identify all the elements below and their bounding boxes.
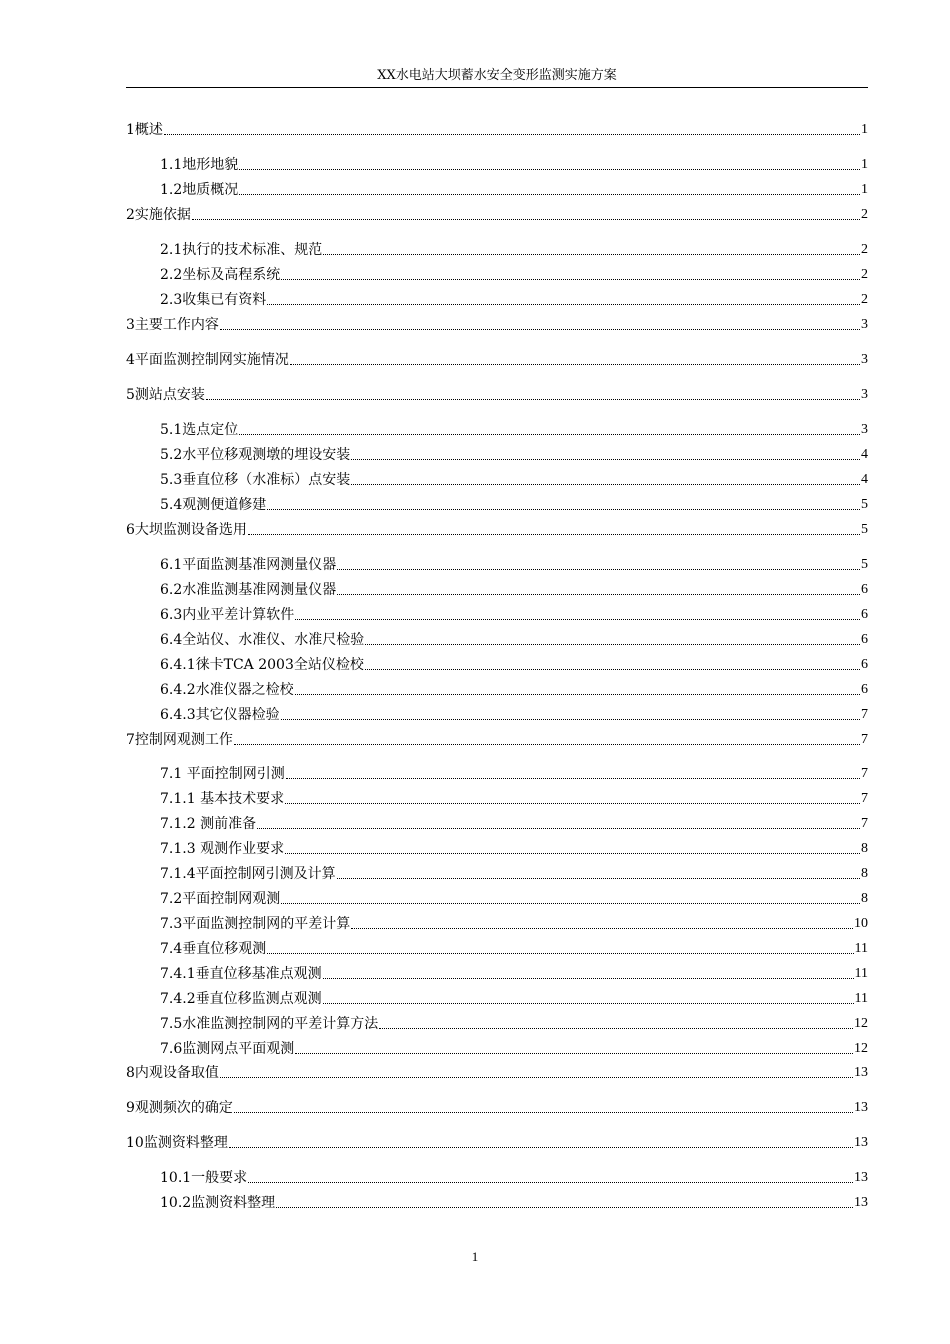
- toc-entry-label: 7.4.1垂直位移基准点观测: [160, 966, 322, 982]
- toc-entry[interactable]: [126, 384, 868, 404]
- toc-entry-page: 3: [861, 317, 868, 332]
- toc-entry-label: 5.3垂直位移（水准标）点安装: [160, 472, 351, 488]
- toc-entry-page: 11: [854, 941, 868, 956]
- toc-entry-label: 6.4全站仪、水准仪、水准尺检验: [160, 632, 365, 648]
- toc-entry[interactable]: [126, 314, 868, 334]
- toc-dot-leader: [323, 1003, 854, 1004]
- toc-dot-leader: [248, 1182, 853, 1183]
- toc-entry-page: 13: [854, 1170, 868, 1185]
- toc-entry-page: 1: [861, 122, 868, 137]
- toc-dot-leader: [290, 364, 860, 365]
- toc-entry-label: 1.2地质概况: [160, 182, 239, 198]
- header-divider: [126, 87, 868, 88]
- toc-entry[interactable]: [160, 494, 868, 514]
- toc-dot-leader: [281, 719, 860, 720]
- toc-entry[interactable]: [126, 1097, 868, 1117]
- toc-dot-leader: [285, 853, 860, 854]
- toc-entry-page: 7: [861, 707, 868, 722]
- toc-dot-leader: [267, 953, 853, 954]
- toc-entry[interactable]: [160, 629, 868, 649]
- toc-entry-label: 6大坝监测设备选用: [126, 522, 247, 538]
- toc-entry[interactable]: [160, 179, 868, 199]
- toc-entry[interactable]: [160, 863, 868, 883]
- toc-entry[interactable]: [160, 788, 868, 808]
- toc-entry-label: 2.1执行的技术标准、规范: [160, 242, 323, 258]
- toc-dot-leader: [220, 329, 860, 330]
- toc-entry[interactable]: [160, 444, 868, 464]
- toc-entry[interactable]: [160, 963, 868, 983]
- toc-entry-label: 3主要工作内容: [126, 317, 219, 333]
- toc-entry[interactable]: [160, 604, 868, 624]
- toc-entry-page: 13: [854, 1100, 868, 1115]
- toc-entry[interactable]: [160, 679, 868, 699]
- toc-dot-leader: [323, 978, 854, 979]
- toc-entry-page: 3: [861, 352, 868, 367]
- toc-entry-page: 11: [854, 966, 868, 981]
- toc-entry-page: 2: [861, 207, 868, 222]
- toc-dot-leader: [239, 169, 860, 170]
- toc-entry[interactable]: [160, 813, 868, 833]
- toc-entry[interactable]: [160, 1013, 868, 1033]
- toc-entry[interactable]: [160, 838, 868, 858]
- toc-entry-label: 7.6监测网点平面观测: [160, 1041, 295, 1057]
- toc-dot-leader: [267, 509, 860, 510]
- toc-entry[interactable]: [126, 119, 868, 139]
- toc-entry-page: 12: [854, 1016, 868, 1031]
- toc-entry-page: 4: [861, 447, 868, 462]
- toc-entry[interactable]: [126, 204, 868, 224]
- toc-entry-label: 7.1.3 观测作业要求: [160, 841, 285, 857]
- toc-entry-label: 7.5水准监测控制网的平差计算方法: [160, 1016, 379, 1032]
- toc-entry-label: 9观测频次的确定: [126, 1100, 233, 1116]
- toc-dot-leader: [365, 669, 860, 670]
- toc-entry-label: 10监测资料整理: [126, 1135, 228, 1151]
- toc-entry-label: 10.1一般要求: [160, 1170, 248, 1186]
- toc-entry-page: 5: [861, 557, 868, 572]
- toc-entry[interactable]: [160, 988, 868, 1008]
- page-number: 1: [471, 1249, 479, 1264]
- toc-entry-page: 5: [861, 497, 868, 512]
- toc-entry[interactable]: [160, 913, 868, 933]
- toc-entry[interactable]: [160, 1192, 868, 1212]
- toc-entry-label: 2.3收集已有资料: [160, 292, 267, 308]
- toc-entry-label: 5.1选点定位: [160, 422, 239, 438]
- toc-entry-page: 7: [861, 816, 868, 831]
- toc-entry[interactable]: [160, 239, 868, 259]
- toc-dot-leader: [234, 1112, 853, 1113]
- toc-entry[interactable]: [160, 888, 868, 908]
- toc-dot-leader: [379, 1028, 853, 1029]
- toc-dot-leader: [239, 434, 860, 435]
- toc-entry[interactable]: [160, 938, 868, 958]
- toc-entry-page: 6: [861, 657, 868, 672]
- toc-dot-leader: [337, 569, 860, 570]
- toc-dot-leader: [257, 828, 860, 829]
- toc-entry[interactable]: [126, 1132, 868, 1152]
- toc-entry-page: 5: [861, 522, 868, 537]
- toc-entry-label: 7.1.4平面控制网引测及计算: [160, 866, 336, 882]
- toc-entry-label: 2实施依据: [126, 207, 191, 223]
- toc-entry-page: 12: [854, 1041, 868, 1056]
- toc-entry-label: 1.1地形地貌: [160, 157, 239, 173]
- toc-entry-label: 5.2水平位移观测墩的埋设安装: [160, 447, 351, 463]
- toc-entry-page: 7: [861, 732, 868, 747]
- toc-dot-leader: [206, 399, 860, 400]
- toc-entry[interactable]: [126, 729, 868, 749]
- toc-dot-leader: [267, 304, 860, 305]
- toc-entry-label: 5.4观测便道修建: [160, 497, 267, 513]
- toc-entry-page: 2: [861, 242, 868, 257]
- toc-entry-label: 7.1 平面控制网引测: [160, 766, 285, 782]
- toc-entry[interactable]: [160, 579, 868, 599]
- toc-entry-page: 13: [854, 1135, 868, 1150]
- toc-dot-leader: [281, 903, 860, 904]
- toc-entry-page: 4: [861, 472, 868, 487]
- toc-entry-page: 13: [854, 1065, 868, 1080]
- toc-entry-label: 7.4垂直位移观测: [160, 941, 267, 957]
- toc-entry-page: 6: [861, 682, 868, 697]
- toc-dot-leader: [323, 254, 860, 255]
- toc-entry[interactable]: [126, 1062, 868, 1082]
- toc-dot-leader: [295, 619, 860, 620]
- toc-entry[interactable]: [160, 654, 868, 674]
- toc-entry-label: 10.2监测资料整理: [160, 1195, 276, 1211]
- toc-entry[interactable]: [160, 1038, 868, 1058]
- toc-entry[interactable]: [126, 349, 868, 369]
- toc-entry-label: 8内观设备取值: [126, 1065, 219, 1081]
- toc-entry-label: 7.1.1 基本技术要求: [160, 791, 285, 807]
- toc-entry-label: 6.1平面监测基准网测量仪器: [160, 557, 337, 573]
- toc-entry-label: 4平面监测控制网实施情况: [126, 352, 289, 368]
- toc-entry-page: 2: [861, 292, 868, 307]
- toc-entry-page: 13: [854, 1195, 868, 1210]
- toc-entry[interactable]: [160, 554, 868, 574]
- toc-dot-leader: [276, 1207, 853, 1208]
- toc-entry-page: 6: [861, 607, 868, 622]
- toc-entry-page: 7: [861, 791, 868, 806]
- toc-entry-label: 2.2坐标及高程系统: [160, 267, 281, 283]
- toc-entry[interactable]: [160, 154, 868, 174]
- toc-entry-page: 3: [861, 422, 868, 437]
- toc-entry-page: 10: [854, 916, 868, 931]
- toc-dot-leader: [351, 484, 860, 485]
- toc-dot-leader: [337, 878, 860, 879]
- toc-entry[interactable]: [160, 419, 868, 439]
- toc-entry-page: 6: [861, 582, 868, 597]
- toc-entry-label: 7.1.2 测前准备: [160, 816, 257, 832]
- toc-entry-page: 1: [861, 182, 868, 197]
- toc-dot-leader: [351, 928, 853, 929]
- toc-entry[interactable]: [160, 469, 868, 489]
- toc-entry-page: 8: [861, 866, 868, 881]
- toc-entry-label: 7.4.2垂直位移监测点观测: [160, 991, 322, 1007]
- toc-entry-label: 6.4.1徕卡TCA 2003全站仪检校: [160, 657, 364, 673]
- toc-entry-page: 11: [854, 991, 868, 1006]
- toc-dot-leader: [239, 194, 860, 195]
- toc-dot-leader: [286, 778, 860, 779]
- toc-dot-leader: [220, 1077, 853, 1078]
- toc-dot-leader: [337, 594, 860, 595]
- toc-entry-page: 8: [861, 891, 868, 906]
- toc-dot-leader: [281, 279, 860, 280]
- toc-entry-label: 6.4.2水准仪器之检校: [160, 682, 294, 698]
- toc-entry-page: 7: [861, 766, 868, 781]
- running-header: XX水电站大坝蓄水安全变形监测实施方案: [377, 68, 617, 83]
- toc-dot-leader: [295, 694, 860, 695]
- toc-entry-label: 1概述: [126, 122, 163, 138]
- toc-entry-label: 6.2水准监测基准网测量仪器: [160, 582, 337, 598]
- toc-entry-label: 6.3内业平差计算软件: [160, 607, 295, 623]
- toc-entry-page: 2: [861, 267, 868, 282]
- toc-entry-page: 6: [861, 632, 868, 647]
- toc-entry-label: 5测站点安装: [126, 387, 205, 403]
- toc-dot-leader: [351, 459, 860, 460]
- toc-dot-leader: [365, 644, 860, 645]
- toc-entry-label: 6.4.3其它仪器检验: [160, 707, 280, 723]
- toc-dot-leader: [192, 219, 860, 220]
- toc-dot-leader: [234, 744, 860, 745]
- toc-entry[interactable]: [160, 1167, 868, 1187]
- toc-dot-leader: [295, 1053, 853, 1054]
- toc-entry[interactable]: [160, 289, 868, 309]
- toc-dot-leader: [164, 134, 860, 135]
- toc-entry-label: 7控制网观测工作: [126, 732, 233, 748]
- toc-entry[interactable]: [160, 264, 868, 284]
- toc-entry-page: 3: [861, 387, 868, 402]
- toc-dot-leader: [229, 1147, 853, 1148]
- toc-entry-page: 8: [861, 841, 868, 856]
- toc-entry-label: 7.3平面监测控制网的平差计算: [160, 916, 351, 932]
- toc-entry[interactable]: [160, 763, 868, 783]
- toc-entry[interactable]: [126, 519, 868, 539]
- toc-entry-page: 1: [861, 157, 868, 172]
- toc-entry[interactable]: [160, 704, 868, 724]
- toc-dot-leader: [285, 803, 860, 804]
- toc-entry-label: 7.2平面控制网观测: [160, 891, 281, 907]
- toc-dot-leader: [248, 534, 860, 535]
